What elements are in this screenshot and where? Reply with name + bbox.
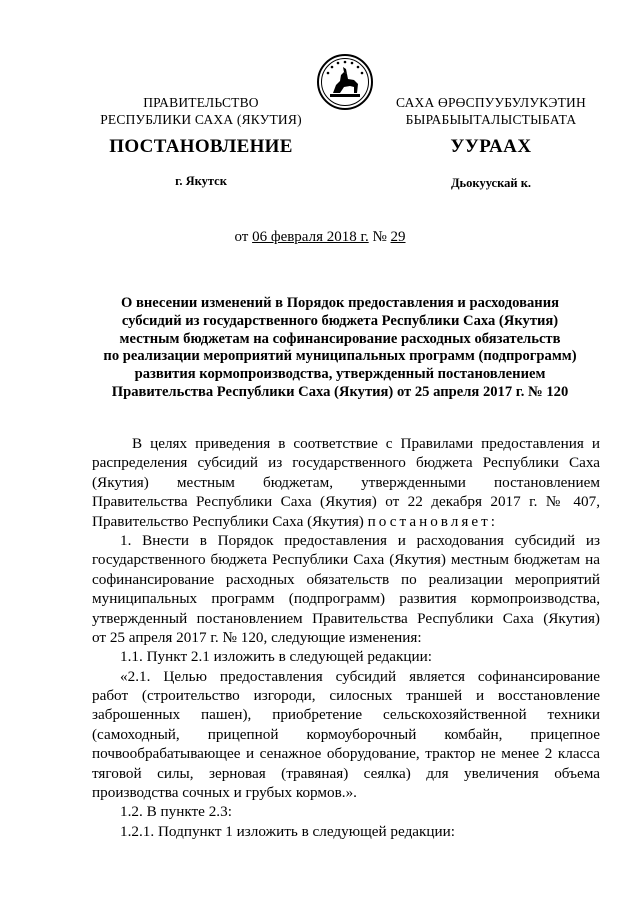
body-line: 1. Внести в Порядок предоставления и расходования субсидий из: [120, 531, 600, 549]
coat-of-arms-emblem: [316, 53, 374, 111]
subject-line: развития кормопроизводства, утвержденный постановлением: [134, 366, 546, 383]
city-russian: г. Якутск: [175, 174, 227, 188]
body-line: Правительства Республики Саха (Якутия) от 22 декабря 2017 г. № 407,: [92, 493, 600, 511]
subject-line: О внесении изменений в Порядок предоставления и расходования: [120, 295, 560, 311]
body-line: (самоходный, прицепной кормоуборочный комбайн, прицепное: [92, 725, 600, 743]
subject-line: субсидий из государственного бюджета Республики Саха (Якутия): [121, 312, 559, 329]
subject-line: местным бюджетам на софинансирование расходных обязательств: [119, 330, 561, 347]
header-right-line1: САХА ӨРӨСПУУБУЛУКЭТИН: [396, 95, 586, 110]
body-line: [92, 512, 600, 531]
government-name-yakut: [386, 94, 596, 128]
body-line: заброшенных пашен), приобретение сельскохозяйственной техники: [92, 706, 600, 724]
item-1-2-paragraph: 1.2. В пункте 2.3:: [120, 803, 232, 821]
resolution-verb: постановляет:: [367, 512, 498, 530]
date-prefix: от: [234, 229, 249, 245]
header-right-line2: БЫРАБЫЫТАЛЫСТЫБАТА: [405, 112, 577, 127]
item-2-1-quote-paragraph: [92, 667, 600, 803]
body-line: «2.1. Целью предоставления субсидий является софинансирование: [120, 667, 600, 685]
body-line: софинансирование расходных обязательств по реализации мероприятий: [92, 570, 600, 588]
body-line: производства сочных и грубых кормов.».: [92, 784, 357, 802]
date-and-number: [0, 229, 640, 246]
document-type-yakut: УУРААХ: [450, 136, 532, 157]
item-1-2-1-paragraph: 1.2.1. Подпункт 1 изложить в следующей редакции:: [120, 822, 456, 840]
body-line: работ (строительство изгороди, силосных траншей и восстановление: [92, 687, 600, 705]
document-number: 29: [390, 229, 406, 245]
body-line: утвержденный постановлением Правительства Республики Саха (Якутия): [92, 609, 600, 627]
preamble-subject: Правительство Республики Саха (Якутия): [92, 512, 364, 530]
body-line: почвообрабатывающее и сенажное оборудование, трактор не менее 2 класса: [92, 745, 600, 763]
document-type-russian: ПОСТАНОВЛЕНИЕ: [109, 136, 293, 157]
body-line: распределения субсидий из государственного бюджета Республики Саха: [92, 454, 600, 472]
body-line: от 25 апреля 2017 г. № 120, следующие изменения:: [92, 628, 422, 646]
body-line: В целях приведения в соответствие с Правилами предоставления и: [132, 435, 600, 452]
government-name-russian: [96, 94, 306, 128]
body-line: государственного бюджета Республики Саха (Якутия) местным бюджетам на: [92, 551, 600, 569]
city-yakut: Дьокуускай к.: [450, 176, 532, 190]
body-line: (Якутия) местным бюджетам, утвержденными постановлением: [92, 473, 600, 491]
item-1-1-paragraph: 1.1. Пункт 2.1 изложить в следующей редакции:: [120, 648, 433, 666]
document-date: 06 февраля 2018 г.: [252, 229, 369, 245]
number-prefix: №: [372, 229, 387, 245]
preamble-paragraph: [92, 434, 600, 531]
document-body: [92, 434, 600, 841]
header-left-line1: ПРАВИТЕЛЬСТВО: [143, 95, 259, 110]
item-1-paragraph: [92, 531, 600, 647]
subject-line: Правительства Республики Саха (Якутия) от 25 апреля 2017 г. № 120: [111, 383, 569, 400]
document-subject: [80, 295, 600, 402]
body-line: тяговой силы, зерновая (травяная) сеялка) для увеличения объема: [92, 764, 600, 782]
body-line: муниципальных программ (подпрограмм) развития кормопроизводства,: [92, 590, 600, 608]
subject-line: по реализации мероприятий муниципальных программ (подпрограмм): [103, 348, 577, 365]
header-left-line2: РЕСПУБЛИКИ САХА (ЯКУТИЯ): [100, 112, 302, 127]
